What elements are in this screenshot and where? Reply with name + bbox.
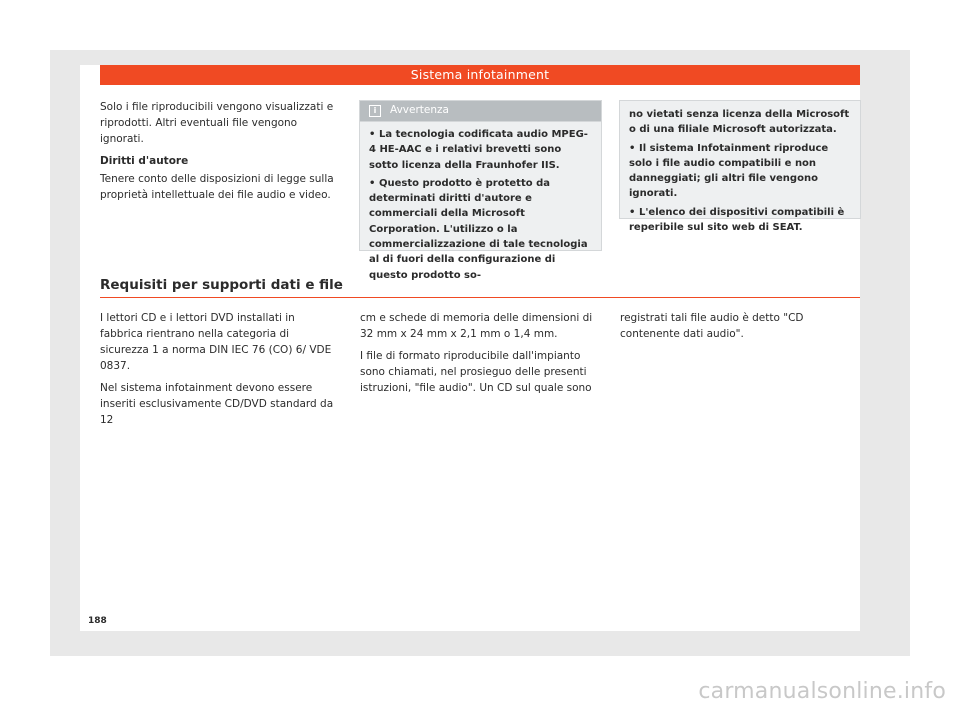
- warning-bullet: • L'elenco dei dispositivi compatibili è reperibile sul sito web di SEAT.: [629, 206, 845, 234]
- info-icon: i: [369, 105, 381, 117]
- page-header: Sistema infotainment: [100, 65, 860, 85]
- page-number: 188: [88, 616, 107, 626]
- warning-continuation: no vietati senza licenza della Microsoft o di una filiale Microsoft autorizzata.: [629, 109, 850, 136]
- warning-body-continued: [620, 101, 860, 235]
- body-paragraph: Nel sistema infotainment devono essere inseriti esclusivamente CD/DVD standard da 12: [100, 382, 334, 426]
- section-column-2: [360, 310, 600, 402]
- body-paragraph: I lettori CD e i lettori DVD installati in fabbrica rientrano nella categoria di sicurezza 1 a norma DIN IEC 76 (CO) 6/ VDE 0837.: [100, 312, 332, 372]
- warning-box-continued: [619, 100, 861, 234]
- section-title: Requisiti per supporti dati e file: [100, 277, 860, 298]
- warning-bullet: • Il sistema Infotainment riproduce solo i file audio compatibili e non danneggiati; gli altri file vengono ignorati.: [629, 142, 829, 200]
- warning-header: [360, 101, 601, 122]
- warning-body: [360, 122, 601, 283]
- body-paragraph: cm e schede di memoria delle dimensioni di 32 mm x 24 mm x 2,1 mm o 1,4 mm.: [360, 312, 593, 340]
- intro-paragraph: Solo i file riproducibili vengono visualizzati e riprodotti. Altri eventuali file vengono ignorati.: [100, 101, 334, 145]
- warning-title: Avvertenza: [390, 104, 449, 117]
- intro-column: [100, 99, 340, 209]
- section-column-1: [100, 310, 340, 434]
- watermark: carmanualsonline.info: [698, 679, 946, 704]
- warning-bullet: • La tecnologia codificata audio MPEG-4 HE-AAC e i relativi brevetti sono sotto licenza della Fraunhofer IIS.: [369, 129, 588, 171]
- copyright-paragraph: Tenere conto delle disposizioni di legge sulla proprietà intellettuale dei file audio e video.: [100, 173, 334, 201]
- warning-box: [359, 100, 602, 281]
- body-paragraph: registrati tali file audio è detto "CD contenente dati audio".: [620, 312, 804, 340]
- warning-bullet: • Questo prodotto è protetto da determinati diritti d'autore e commerciali della Microsoft Corporation. L'utilizzo o la commercializzazione di tale tecnologia al di fuori della configurazione di questo prodotto so-: [369, 177, 588, 281]
- section-column-3: [620, 310, 860, 348]
- copyright-heading: Diritti d'autore: [100, 155, 189, 167]
- body-paragraph: I file di formato riproducibile dall'impianto sono chiamati, nel prosieguo delle presenti istruzioni, "file audio". Un CD sul quale sono: [360, 350, 592, 394]
